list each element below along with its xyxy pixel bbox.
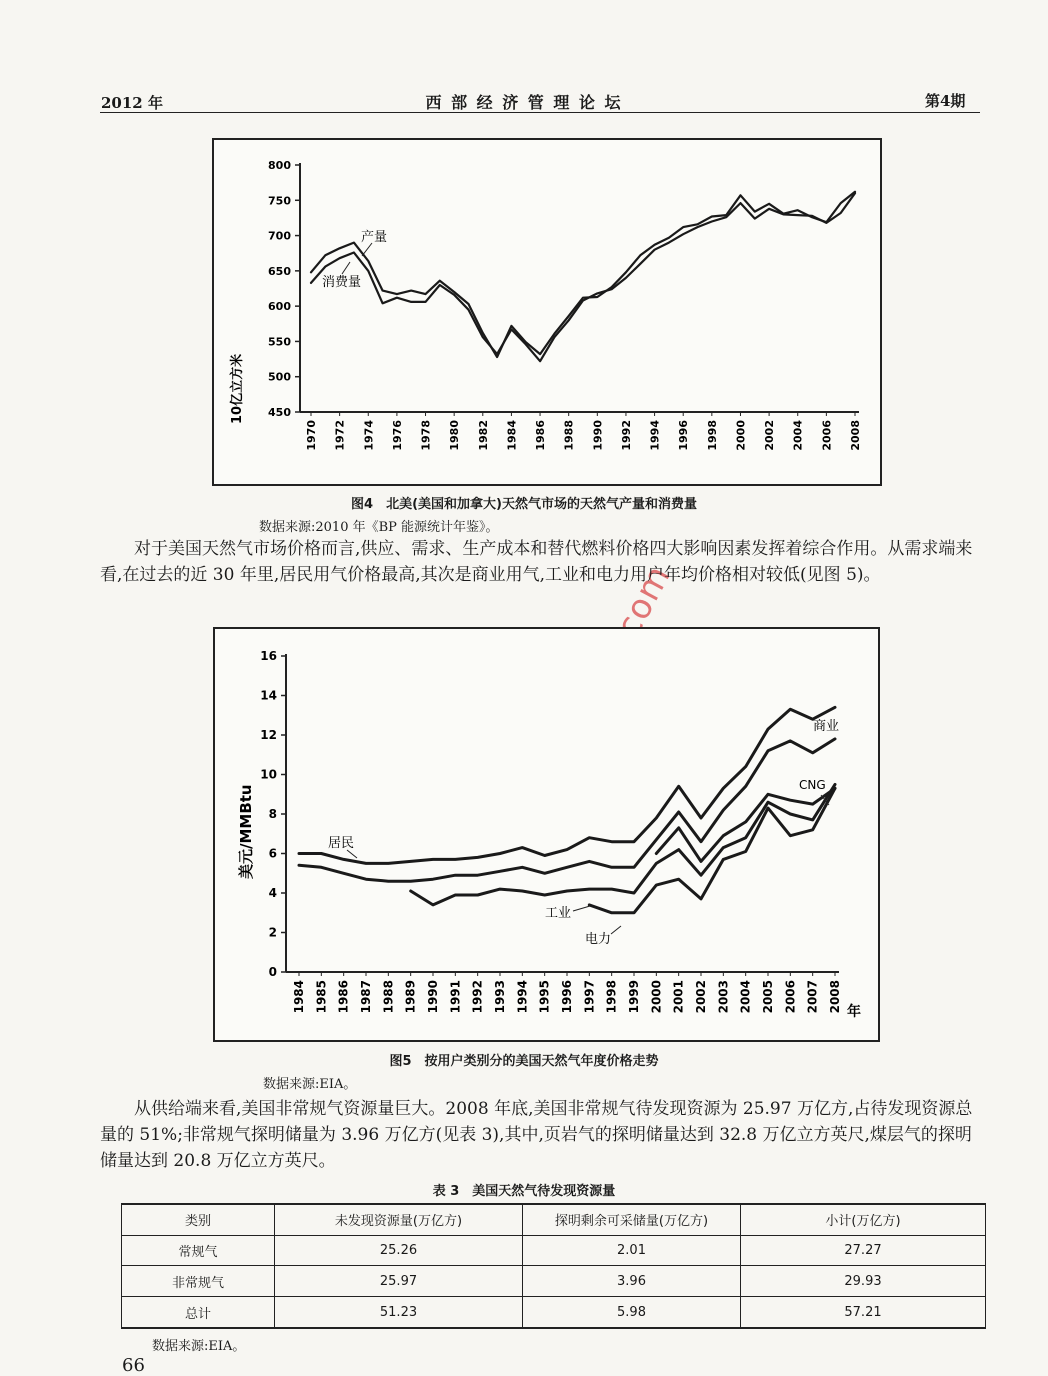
header-issue: 第4期 [925, 92, 966, 110]
table-header-cell: 未发现资源量(万亿方) [275, 1204, 523, 1235]
paragraph-1: 对于美国天然气市场价格而言,供应、需求、生产成本和替代燃料价格四大影响因素发挥着综合作用。从需求端来看,在过去的近 30 年里,居民用气价格最高,其次是商业用气,工业和电力用户年均价格相对较低(见图 5)。 [100, 539, 973, 585]
table3-caption: 表 3 美国天然气待发现资源量 [432, 1184, 616, 1199]
table-cell: 2.01 [523, 1235, 741, 1266]
leader-line [347, 850, 357, 858]
figure5-chart [215, 629, 878, 1040]
figure5-label-cng: CNG [799, 778, 826, 792]
x-tick-label: 1989 [403, 980, 418, 1014]
x-tick-label: 1988 [562, 420, 576, 451]
table-cell: 29.93 [741, 1266, 986, 1297]
y-tick-label: 4 [268, 886, 277, 900]
x-tick-label: 1990 [426, 980, 440, 1014]
y-tick-label: 0 [268, 965, 277, 979]
series-line-residential [299, 707, 835, 863]
x-tick-label: 2008 [828, 980, 842, 1014]
figure4-label-consumption: 消费量 [322, 275, 362, 290]
x-tick-label: 1976 [390, 420, 404, 451]
x-tick-label: 1986 [534, 420, 548, 451]
table-row [122, 1297, 986, 1328]
table-row [122, 1235, 986, 1266]
figure5-label-industrial: 工业 [545, 906, 572, 921]
figure4-chart [214, 140, 880, 484]
x-tick-label: 1972 [333, 420, 347, 451]
y-tick-label: 2 [268, 925, 277, 940]
y-tick-label: 800 [268, 159, 291, 172]
x-tick-label: 1970 [305, 420, 318, 451]
x-tick-label: 1990 [591, 420, 605, 451]
x-tick-label: 1988 [381, 980, 396, 1014]
y-tick-label: 750 [268, 194, 291, 208]
x-tick-label: 2002 [763, 420, 777, 451]
x-tick-label: 1984 [505, 420, 519, 451]
x-tick-label: 2003 [716, 980, 731, 1014]
figure5-x-axis-label: 年 [847, 1004, 861, 1020]
figure4-source: 数据来源:2010 年《BP 能源统计年鉴》。 [259, 520, 499, 535]
table-cell: 51.23 [275, 1297, 523, 1328]
x-tick-label: 2006 [783, 980, 798, 1014]
figure5-label-residential: 居民 [328, 836, 355, 851]
x-tick-label: 1992 [619, 420, 633, 451]
figure5-caption: 图5 按用户类别分的美国天然气年度价格走势 [389, 1054, 659, 1069]
header-rule [100, 112, 980, 113]
table-cell: 5.98 [523, 1297, 741, 1328]
table-cell: 27.27 [741, 1235, 986, 1266]
table-cell: 总计 [122, 1297, 275, 1328]
table-cell: 25.97 [275, 1266, 523, 1297]
y-tick-label: 600 [268, 300, 291, 314]
figure4-label-production: 产量 [361, 230, 388, 245]
y-tick-label: 700 [268, 229, 291, 243]
x-tick-label: 2006 [820, 420, 834, 451]
x-tick-label: 2007 [805, 980, 820, 1014]
page-number: 66 [122, 1355, 145, 1376]
figure5-label-electric: 电力 [585, 932, 612, 947]
y-tick-label: 450 [268, 406, 291, 419]
x-tick-label: 1991 [448, 980, 463, 1014]
header-journal-title: 西 部 经 济 管 理 论 坛 [425, 93, 623, 112]
table-header-cell: 探明剩余可采储量(万亿方) [523, 1204, 741, 1235]
figure5-label-commercial: 商业 [813, 719, 840, 734]
x-tick-label: 1985 [314, 980, 329, 1014]
leader-line [342, 262, 350, 274]
series-line-production [311, 192, 855, 357]
figure4-frame [212, 138, 882, 486]
x-tick-label: 2005 [761, 980, 775, 1014]
series-line-industrial [411, 784, 835, 905]
paragraph-2: 从供给端来看,美国非常规气资源量巨大。2008 年底,美国非常规气待发现资源为 25.97 万亿方,占待发现资源总量的 51%;非常规气探明储量为 3.96 万亿方(见表 3),其中,页岩气的探明储量达到 32.8 万亿立方英尺,煤层气的探明储量达到 20.8 万亿立方英尺。 [100, 1099, 973, 1171]
y-tick-label: 12 [260, 728, 277, 742]
series-line-consumption [311, 193, 855, 361]
table-cell: 57.21 [741, 1297, 986, 1328]
y-tick-label: 500 [268, 370, 291, 384]
x-tick-label: 1984 [292, 980, 306, 1014]
figure4-caption: 图4 北美(美国和加拿大)天然气市场的天然气产量和消费量 [351, 497, 697, 512]
leader-line [573, 906, 590, 911]
x-tick-label: 1986 [336, 980, 351, 1014]
x-tick-label: 2000 [649, 980, 664, 1014]
x-tick-label: 1996 [677, 420, 691, 451]
x-tick-label: 1994 [515, 980, 530, 1014]
x-tick-label: 1998 [604, 980, 619, 1014]
y-tick-label: 6 [268, 846, 277, 861]
table-header-row [122, 1204, 986, 1235]
x-tick-label: 1995 [537, 980, 552, 1014]
table-cell: 常规气 [122, 1235, 275, 1266]
table-cell: 25.26 [275, 1235, 523, 1266]
table-cell: 非常规气 [122, 1266, 275, 1297]
x-tick-label: 1978 [419, 420, 433, 451]
table-header-cell: 类别 [122, 1204, 275, 1235]
x-tick-label: 2004 [738, 980, 753, 1014]
table3 [121, 1203, 986, 1329]
x-tick-label: 2008 [849, 420, 862, 451]
y-tick-label: 16 [260, 649, 277, 663]
x-tick-label: 2000 [734, 420, 748, 451]
header-year: 2012 年 [101, 94, 163, 112]
x-tick-label: 1998 [705, 420, 719, 451]
x-tick-label: 2002 [694, 980, 708, 1014]
x-tick-label: 1999 [627, 980, 641, 1014]
y-tick-label: 550 [268, 335, 291, 349]
y-tick-label: 14 [260, 688, 277, 703]
table-row [122, 1266, 986, 1297]
x-tick-label: 1996 [560, 980, 574, 1014]
x-tick-label: 1994 [648, 420, 662, 451]
figure5-source: 数据来源:EIA。 [263, 1077, 357, 1092]
x-tick-label: 1997 [582, 980, 597, 1014]
x-tick-label: 2004 [791, 420, 805, 451]
x-tick-label: 2001 [671, 980, 686, 1014]
leader-line [611, 926, 621, 934]
x-tick-label: 1982 [476, 420, 490, 451]
y-tick-label: 650 [268, 264, 291, 278]
x-tick-label: 1974 [362, 420, 376, 451]
figure4-y-axis-label: 10亿立方米 [230, 353, 245, 424]
x-tick-label: 1993 [493, 980, 507, 1014]
x-tick-label: 1980 [448, 420, 462, 451]
table-header-cell: 小计(万亿方) [741, 1204, 986, 1235]
table3-source: 数据来源:EIA。 [152, 1339, 246, 1354]
figure5-frame [213, 627, 880, 1042]
y-tick-label: 8 [268, 807, 277, 821]
y-tick-label: 10 [260, 767, 277, 782]
figure5-y-axis-label: 美元/MMBtu [237, 784, 255, 879]
x-tick-label: 1992 [470, 980, 485, 1014]
x-tick-label: 1987 [359, 980, 373, 1014]
table-cell: 3.96 [523, 1266, 741, 1297]
